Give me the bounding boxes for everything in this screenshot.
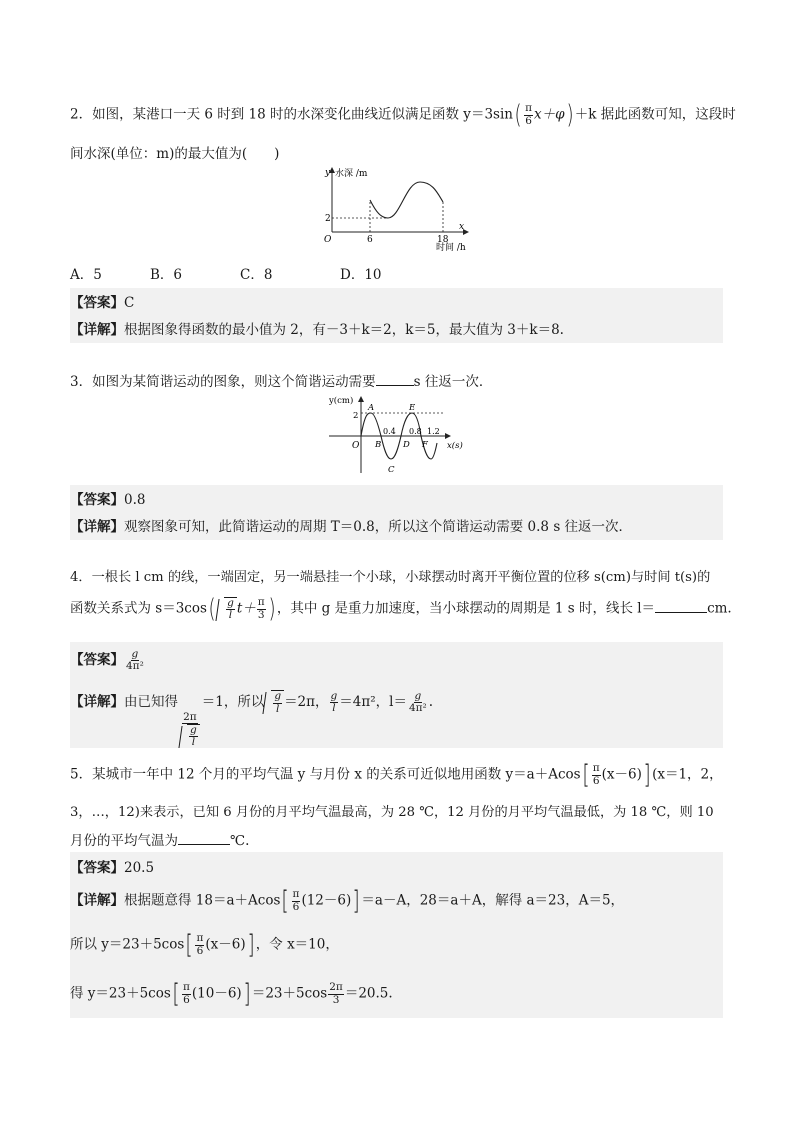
- q2-option-a[interactable]: A．5: [70, 267, 102, 283]
- q4-blank[interactable]: [655, 612, 707, 613]
- q3-tick-2: 2: [353, 411, 359, 421]
- q2-water-depth-graph: [318, 162, 478, 254]
- q2-y-symbol: y: [325, 168, 331, 178]
- q5-detail-line1: 【详解】根据题意得 18＝a＋Acos[ $\frac{\pi}{6}$ (12－6)] ＝a－A，28＝a＋A，解得 a＝23，A＝5，: [70, 886, 625, 916]
- q4-detail: 【详解】由已知得 $\frac{2\pi}{\frac{g}{l}}$ ＝1，所以 $\frac{g}{l}$ ＝2π， $\frac{g}{l}$ ＝4π²，l＝ $\frac{g}{\text{4π²}}$ .: [70, 689, 434, 749]
- q2-tick-6: 6: [367, 235, 373, 245]
- q3-blank[interactable]: [376, 385, 414, 386]
- q2-options: [70, 263, 382, 283]
- q3-point-b: B: [375, 440, 382, 450]
- q3-point-f: F: [422, 440, 428, 450]
- q5-stem-line1: 5．某城市一年中 12 个月的平均气温 y 与月份 x 的关系可近似地用函数 y＝a＋Acos[ $\frac{\pi}{6}$ (x－6)] (x＝1，2，: [70, 760, 723, 790]
- q2-stem-line1: 2．如图，某港口一天 6 时到 18 时的水深变化曲线近似满足函数 y＝3sin( $\frac{\pi}{6}$ x＋φ) ＋k 据此函数可知，这段时: [70, 100, 736, 130]
- q2-xlabel: 时间 /h: [436, 243, 466, 253]
- q4-stem-line2: 函数关系式为 s＝3cos( $\frac{g}{l}$ t＋ $\frac{\pi}{3}$ ) ，其中 g 是重力加速度，当小球摆动的周期是 1 s 时，线长 l＝ cm.: [70, 594, 732, 624]
- q4-answer: 【答案】 $\frac{g}{\text{4π²}}$: [70, 647, 144, 672]
- q3-oscillation-graph: [325, 393, 475, 481]
- q5-stem-line2: 3，…，12)来表示，已知 6 月份的月平均气温最高，为 28 ℃，12 月份的月平均气温最低，为 18 ℃，则 10: [70, 805, 714, 820]
- q3-point-d: D: [403, 440, 410, 450]
- q2-tick-18: 18: [437, 235, 449, 245]
- q2-option-c[interactable]: C．8: [240, 267, 273, 283]
- q3-point-c: C: [388, 465, 395, 475]
- q3-tick-08: 0.8: [409, 427, 422, 436]
- q5-answer: 【答案】20.5: [70, 860, 155, 876]
- q2-x-symbol: x: [459, 222, 465, 232]
- q2-stem-line2: 间水深(单位：m)的最大值为( ): [70, 146, 280, 162]
- q2-detail: 【详解】根据图象得函数的最小值为 2，有－3＋k＝2，k＝5，最大值为 3＋k＝8.: [70, 322, 564, 338]
- q5-stem-line3: 月份的平均气温为 ℃.: [70, 833, 250, 849]
- q2-answer: 【答案】C: [70, 295, 135, 311]
- q3-xlabel: x(s): [447, 441, 463, 451]
- q2-origin: O: [324, 235, 332, 245]
- q3-stem: 3．如图为某简谐运动的图象，则这个简谐运动需要 s 往返一次．: [70, 374, 493, 390]
- q5-detail-line3: 得 y＝23＋5cos[ $\frac{\pi}{6}$ (10－6)] ＝23＋5cos $\frac{2\pi}{3}$ ＝20.5.: [70, 979, 393, 1009]
- q2-depth-curve: [370, 182, 443, 218]
- q3-answer: 【答案】0.8: [70, 492, 146, 508]
- q5-detail-line2: 所以 y＝23＋5cos[ $\frac{\pi}{6}$ (x－6)] ，令 x＝10，: [70, 930, 339, 960]
- q4-stem-line1: 4．一根长 l cm 的线，一端固定，另一端悬挂一个小球，小球摆动时离开平衡位置的位移 s(cm)与时间 t(s)的: [70, 570, 711, 585]
- q2-ylabel: 水深 /m: [335, 169, 368, 179]
- q3-point-a: A: [368, 403, 375, 413]
- q3-point-e: E: [409, 403, 416, 413]
- q2-tick-2: 2: [325, 214, 331, 224]
- q5-blank[interactable]: [178, 844, 230, 845]
- q3-origin: O: [352, 441, 360, 451]
- q4-sqrt: $\frac{g}{l}$: [217, 597, 237, 621]
- q3-tick-04: 0.4: [383, 427, 396, 436]
- q2-option-d[interactable]: D．10: [340, 267, 382, 283]
- q3-ylabel: y(cm): [329, 396, 354, 406]
- q3-tick-12: 1.2: [427, 427, 440, 436]
- q3-detail: 【详解】观察图象可知，此简谐运动的周期 T＝0.8，所以这个简谐运动需要 0.8 s 往返一次．: [70, 519, 633, 535]
- q2-option-b[interactable]: B．6: [150, 267, 183, 283]
- q2-fraction: $\frac{\pi}{6}$: [525, 102, 533, 127]
